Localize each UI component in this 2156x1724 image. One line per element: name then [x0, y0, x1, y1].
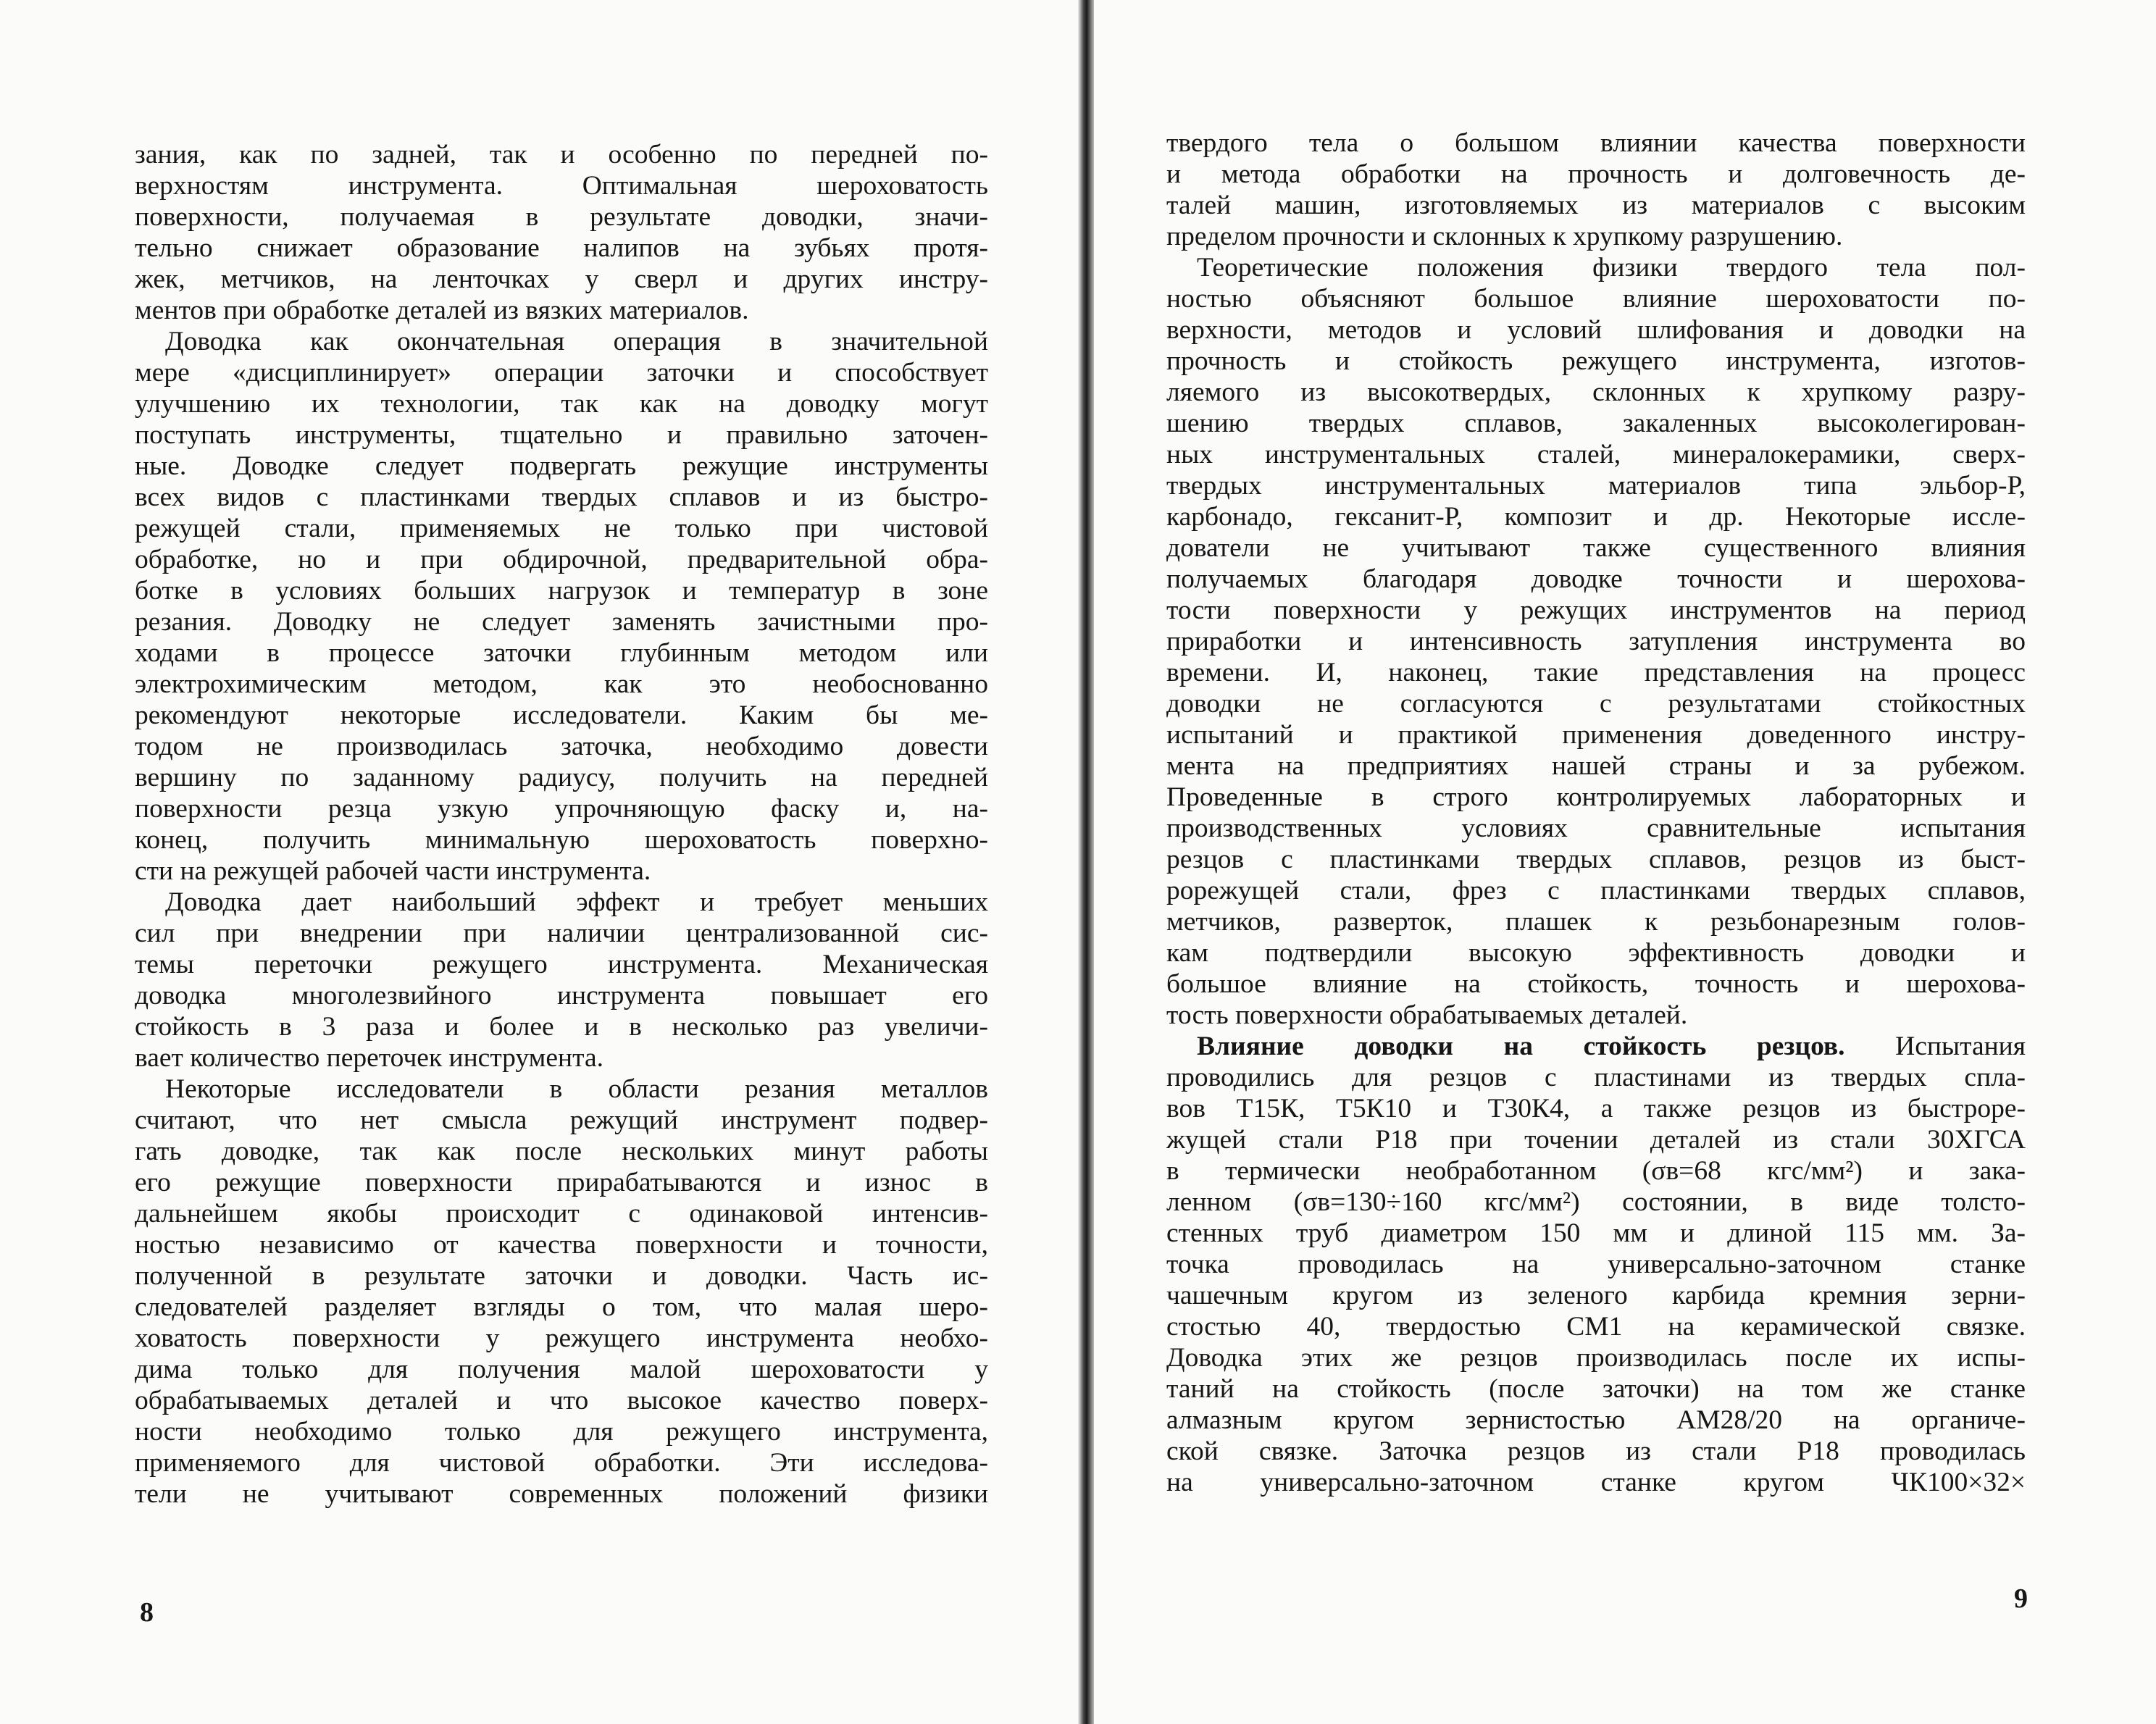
text-line: стенных труб диаметром 150 мм и длиной 115 мм. За-: [1166, 1218, 2026, 1248]
text-line: Доводка дает наибольший эффект и требует меньших: [165, 887, 988, 917]
text-line: [1166, 1031, 2026, 1062]
text-line: доводки не согласуются с результатами стойкостных: [1166, 689, 2026, 719]
text-line: его режущие поверхности прирабатываются и износ в: [135, 1168, 988, 1197]
text-line: ностью объясняют большое влияние шероховатости по-: [1166, 284, 2026, 314]
text-line: на универсально-заточном станке кругом ЧК100×32×: [1166, 1468, 2026, 1497]
text-line: полученной в результате заточки и доводки. Часть ис-: [135, 1261, 988, 1291]
text-line: ботке в условиях больших нагрузок и температур в зоне: [135, 576, 988, 606]
text-line: вает количество переточек инструмента.: [135, 1043, 603, 1073]
text-line: обработке, но и при обдирочной, предварительной обра-: [135, 545, 988, 574]
text-line: приработки и интенсивность затупления инструмента во: [1166, 627, 2026, 656]
text-line: прочность и стойкость режущего инструмента, изготов-: [1166, 346, 2026, 376]
text-line: сти на режущей рабочей части инструмента.: [135, 856, 651, 886]
text-line: мере «дисциплинирует» операции заточки и способствует: [135, 358, 988, 388]
left-page-text: [135, 139, 988, 1510]
text-line: получаемых благодаря доводке точности и шерохова-: [1166, 564, 2026, 594]
text-line: ностью независимо от качества поверхности и точности,: [135, 1230, 988, 1260]
text-line: сил при внедрении при наличии централизованной сис-: [135, 919, 988, 948]
text-line: Некоторые исследователи в области резания металлов: [165, 1074, 988, 1104]
book-gutter: [1078, 0, 1094, 1724]
text-line: поверхности резца узкую упрочняющую фаску и, на-: [135, 794, 988, 824]
text-line: Доводка как окончательная операция в значительной: [165, 327, 988, 356]
text-line: производственных условиях сравнительные испытания: [1166, 813, 2026, 843]
right-page: [1094, 0, 2156, 1724]
text-line: гать доводке, так как после нескольких минут работы: [135, 1137, 988, 1166]
text-line: твердых инструментальных материалов типа эльбор-Р,: [1166, 471, 2026, 501]
text-line: обрабатываемых деталей и что высокое качество поверх-: [135, 1386, 988, 1415]
text-line: карбонадо, гексанит-Р, композит и др. Некоторые иссле-: [1166, 502, 2026, 532]
text-line: ской связке. Заточка резцов из стали Р18 проводилась: [1166, 1436, 2026, 1466]
text-line: мента на предприятиях нашей страны и за рубежом.: [1166, 751, 2026, 781]
text-line: применяемого для чистовой обработки. Эти исследова-: [135, 1448, 988, 1478]
text-line: пределом прочности и склонных к хрупкому разрушению.: [1166, 222, 1843, 251]
text-line: тости поверхности у режущих инструментов на период: [1166, 595, 2026, 625]
text-line: жек, метчиков, на ленточках у сверл и других инстру-: [135, 264, 988, 294]
section-heading: Влияние доводки на стойкость резцов.: [1197, 1032, 1845, 1061]
text-line: дальнейшем якобы происходит с одинаковой интенсив-: [135, 1199, 988, 1229]
text-line: электрохимическим методом, как это необоснованно: [135, 669, 988, 699]
text-line: алмазным кругом зернистостью АМ28/20 на органиче-: [1166, 1405, 2026, 1435]
text-line: тость поверхности обрабатываемых деталей.: [1166, 1000, 1688, 1030]
text-line: ховатость поверхности у режущего инструмента необхо-: [135, 1323, 988, 1353]
text-line: рорежущей стали, фрез с пластинками твердых сплавов,: [1166, 876, 2026, 905]
left-page-number: 8: [140, 1597, 154, 1628]
text-line: тели не учитывают современных положений физики: [135, 1479, 988, 1509]
text-line: метчиков, разверток, плашек к резьбонарезным голов-: [1166, 907, 2026, 937]
heading-continuation: Испытания: [1844, 1032, 2026, 1061]
text-line: доводка многолезвийного инструмента повышает его: [135, 981, 988, 1010]
text-line: Проведенные в строго контролируемых лабораторных и: [1166, 782, 2026, 812]
text-line: проводились для резцов с пластинами из твердых спла-: [1166, 1063, 2026, 1092]
text-line: ные. Доводке следует подвергать режущие инструменты: [135, 451, 988, 481]
text-line: верхности, методов и условий шлифования и доводки на: [1166, 315, 2026, 345]
text-line: Доводка этих же резцов производилась после их испы-: [1166, 1343, 2026, 1373]
text-line: тельно снижает образование налипов на зубьях протя-: [135, 233, 988, 263]
text-line: талей машин, изготовляемых из материалов с высоким: [1166, 191, 2026, 220]
text-line: ментов при обработке деталей из вязких материалов.: [135, 296, 749, 325]
text-line: чашечным кругом из зеленого карбида кремния зерни-: [1166, 1281, 2026, 1310]
text-line: точка проводилась на универсально-заточном станке: [1166, 1250, 2026, 1279]
text-line: улучшению их технологии, так как на доводку могут: [135, 389, 988, 419]
text-line: ляемого из высокотвердых, склонных к хрупкому разру-: [1166, 377, 2026, 407]
text-line: следователей разделяет взгляды о том, что малая шеро-: [135, 1292, 988, 1322]
text-line: и метода обработки на прочность и долговечность де-: [1166, 159, 2026, 189]
right-page-number: 9: [2014, 1583, 2028, 1614]
text-line: кам подтвердили высокую эффективность доводки и: [1166, 938, 2026, 968]
text-line: Теоретические положения физики твердого тела пол-: [1197, 253, 2026, 283]
text-line: стойкость в 3 раза и более и в несколько раз увеличи-: [135, 1012, 988, 1042]
text-line: верхностям инструмента. Оптимальная шероховатость: [135, 171, 988, 201]
text-line: испытаний и практикой применения доведенного инстру-: [1166, 720, 2026, 750]
text-line: считают, что нет смысла режущий инструмент подвер-: [135, 1105, 988, 1135]
text-line: ности необходимо только для режущего инструмента,: [135, 1417, 988, 1447]
text-line: большое влияние на стойкость, точность и шерохова-: [1166, 969, 2026, 999]
right-page-text: [1166, 127, 2026, 1498]
text-line: дователи не учитывают также существенного влияния: [1166, 533, 2026, 563]
text-line: ленном (σв=130÷160 кгс/мм²) состоянии, в виде толсто-: [1166, 1187, 2026, 1217]
text-line: темы переточки режущего инструмента. Механическая: [135, 950, 988, 979]
text-line: стостью 40, твердостью СМ1 на керамической связке.: [1166, 1312, 2026, 1342]
text-line: зания, как по задней, так и особенно по передней по-: [135, 140, 988, 170]
text-line: в термически необработанном (σв=68 кгс/мм²) и зака-: [1166, 1156, 2026, 1186]
text-line: шению твердых сплавов, закаленных высоколегирован-: [1166, 409, 2026, 438]
text-line: всех видов с пластинками твердых сплавов и из быстро-: [135, 482, 988, 512]
text-line: ных инструментальных сталей, минералокерамики, сверх-: [1166, 440, 2026, 469]
text-line: времени. И, наконец, такие представления на процесс: [1166, 658, 2026, 687]
text-line: рекомендуют некоторые исследователи. Каким бы ме-: [135, 700, 988, 730]
text-line: режущей стали, применяемых не только при чистовой: [135, 514, 988, 543]
text-line: конец, получить минимальную шероховатость поверхно-: [135, 825, 988, 855]
text-line: жущей стали Р18 при точении деталей из стали 30ХГСА: [1166, 1125, 2026, 1155]
text-line: тодом не производилась заточка, необходимо довести: [135, 732, 988, 761]
text-line: таний на стойкость (после заточки) на том же станке: [1166, 1374, 2026, 1404]
text-line: твердого тела о большом влиянии качества поверхности: [1166, 128, 2026, 158]
text-line: поступать инструменты, тщательно и правильно заточен-: [135, 420, 988, 450]
text-line: поверхности, получаемая в результате доводки, значи-: [135, 202, 988, 232]
text-line: дима только для получения малой шероховатости у: [135, 1355, 988, 1384]
text-line: ходами в процессе заточки глубинным методом или: [135, 638, 988, 668]
text-line: резания. Доводку не следует заменять зачистными про-: [135, 607, 988, 637]
text-line: резцов с пластинками твердых сплавов, резцов из быст-: [1166, 845, 2026, 874]
text-line: вов Т15К, Т5К10 и Т30К4, а также резцов из быстроре-: [1166, 1094, 2026, 1123]
text-line: вершину по заданному радиусу, получить на передней: [135, 763, 988, 792]
